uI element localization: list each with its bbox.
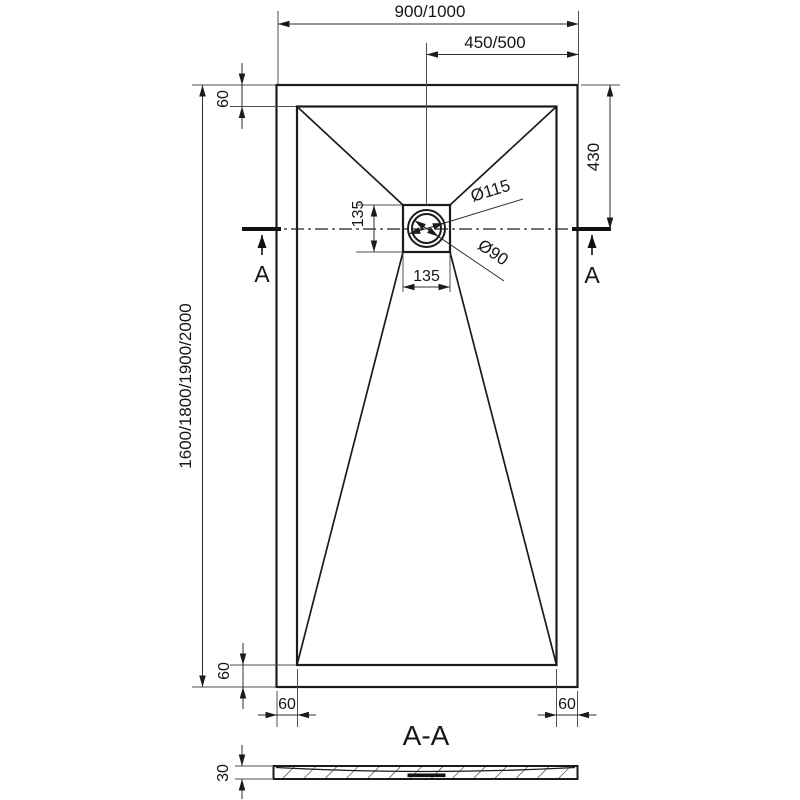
dimension-drain-box-height [350,201,402,252]
dimension-drain-box-width [403,254,450,292]
section-marker-left-label: A [254,261,270,287]
dim-drain-box-width-label: 135 [413,268,440,285]
dim-top-width-label: 900/1000 [394,2,466,21]
section-marker-right-label: A [584,262,600,288]
dimension-drain-from-top [581,85,620,229]
dimension-border-left [258,669,316,727]
dim-border-right-label: 60 [558,696,576,713]
dim-drain-box-height-label: 135 [350,200,367,228]
section-drain-recess [408,774,446,778]
dim-drain-flange-diameter-label: Ø115 [468,175,513,206]
dim-border-bottom-label: 60 [216,662,233,680]
dim-side-length-label: 1600/1800/1900/2000 [176,303,195,469]
dimension-tray-thickness [215,745,272,799]
dimension-border-right [538,669,597,727]
section-title: A-A [402,720,450,751]
dim-top-half-width-label: 450/500 [464,33,526,52]
dim-drain-hole-diameter-label: Ø90 [474,235,512,270]
dimension-side-length [176,85,276,687]
dimension-top-width [278,2,579,84]
section-view [215,720,578,799]
dim-border-left-label: 60 [278,696,296,713]
dimension-border-top [215,63,296,129]
dim-border-top-label: 60 [215,90,232,108]
dim-tray-thickness-label: 30 [215,764,232,782]
dim-drain-from-top-label: 430 [584,142,603,172]
